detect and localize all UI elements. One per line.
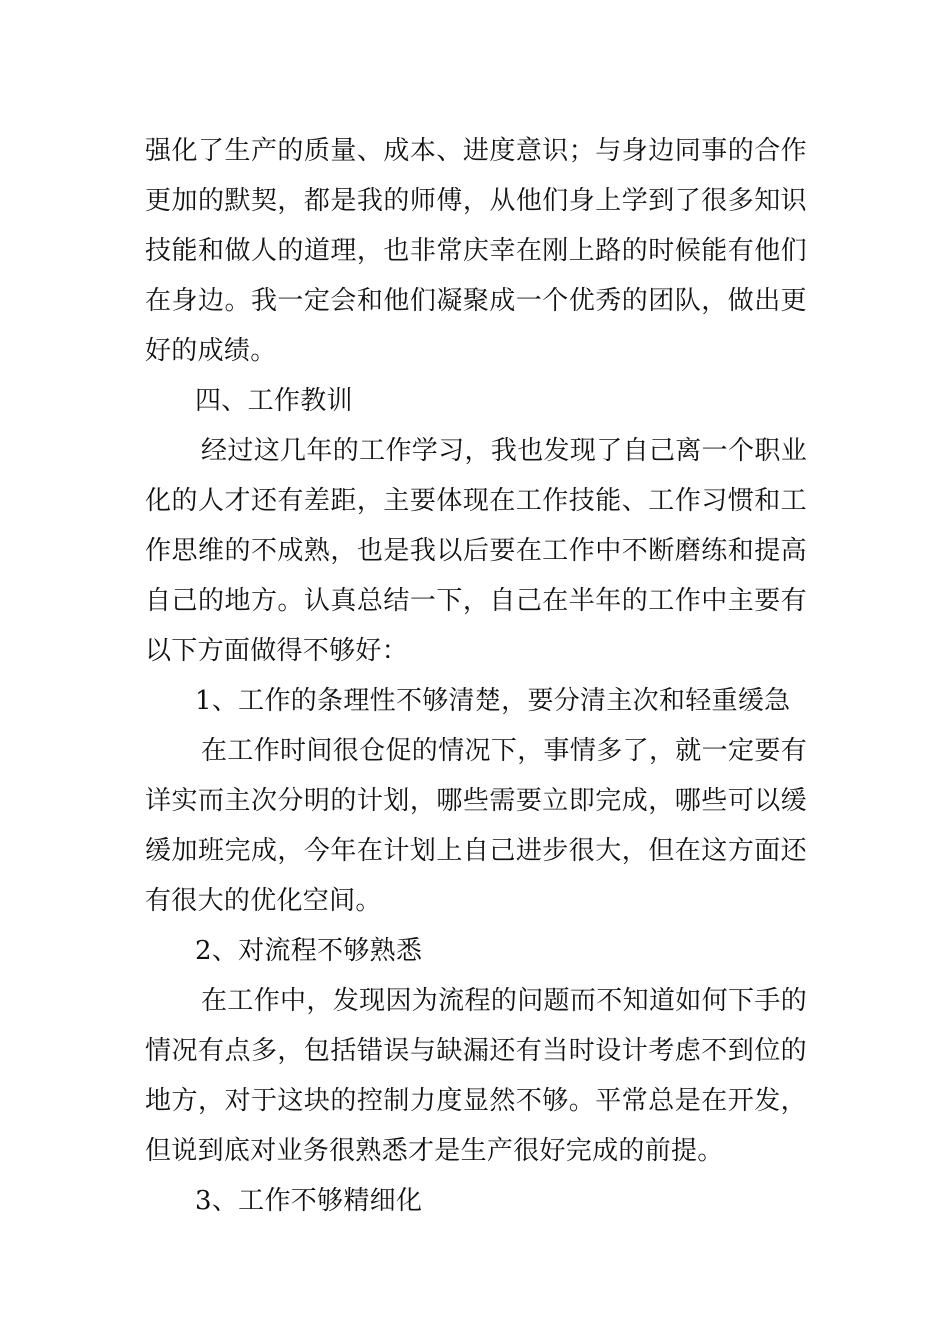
paragraph-line: 经过这几年的工作学习，我也发现了自己离一个职业 xyxy=(201,436,807,466)
paragraph-line: 强化了生产的质量、成本、进度意识；与身边同事的合作 xyxy=(145,136,807,166)
paragraph-line: 地方，对于这块的控制力度显然不够。平常总是在开发， xyxy=(145,1086,807,1116)
paragraph-line: 详实而主次分明的计划，哪些需要立即完成，哪些可以缓 xyxy=(145,786,807,816)
paragraph-line: 化的人才还有差距，主要体现在工作技能、工作习惯和工 xyxy=(145,486,807,516)
section-heading: 四、工作教训 xyxy=(195,386,353,416)
document-body xyxy=(145,126,807,1226)
paragraph-line: 技能和做人的道理，也非常庆幸在刚上路的时候能有他们 xyxy=(145,236,807,266)
paragraph-line: 在身边。我一定会和他们凝聚成一个优秀的团队，做出更 xyxy=(145,286,807,316)
paragraph-line: 更加的默契，都是我的师傅，从他们身上学到了很多知识 xyxy=(145,186,807,216)
subsection-heading: 3、工作不够精细化 xyxy=(195,1186,423,1216)
subsection-heading: 2、对流程不够熟悉 xyxy=(195,936,423,966)
paragraph-line: 好的成绩。 xyxy=(145,336,277,366)
paragraph-line: 情况有点多，包括错误与缺漏还有当时设计考虑不到位的 xyxy=(145,1036,807,1066)
paragraph-line: 有很大的优化空间。 xyxy=(145,886,382,916)
paragraph-line: 在工作时间很仓促的情况下，事情多了，就一定要有 xyxy=(201,736,807,766)
subsection-heading: 1、工作的条理性不够清楚，要分清主次和轻重缓急 xyxy=(195,686,791,716)
paragraph-line: 作思维的不成熟，也是我以后要在工作中不断磨练和提高 xyxy=(145,536,807,566)
paragraph-line: 自己的地方。认真总结一下，自己在半年的工作中主要有 xyxy=(145,586,807,616)
paragraph-line: 在工作中，发现因为流程的问题而不知道如何下手的 xyxy=(201,986,807,1016)
paragraph-line: 以下方面做得不够好： xyxy=(145,636,409,666)
paragraph-line: 但说到底对业务很熟悉才是生产很好完成的前提。 xyxy=(145,1136,724,1166)
paragraph-line: 缓加班完成，今年在计划上自己进步很大，但在这方面还 xyxy=(145,836,807,866)
